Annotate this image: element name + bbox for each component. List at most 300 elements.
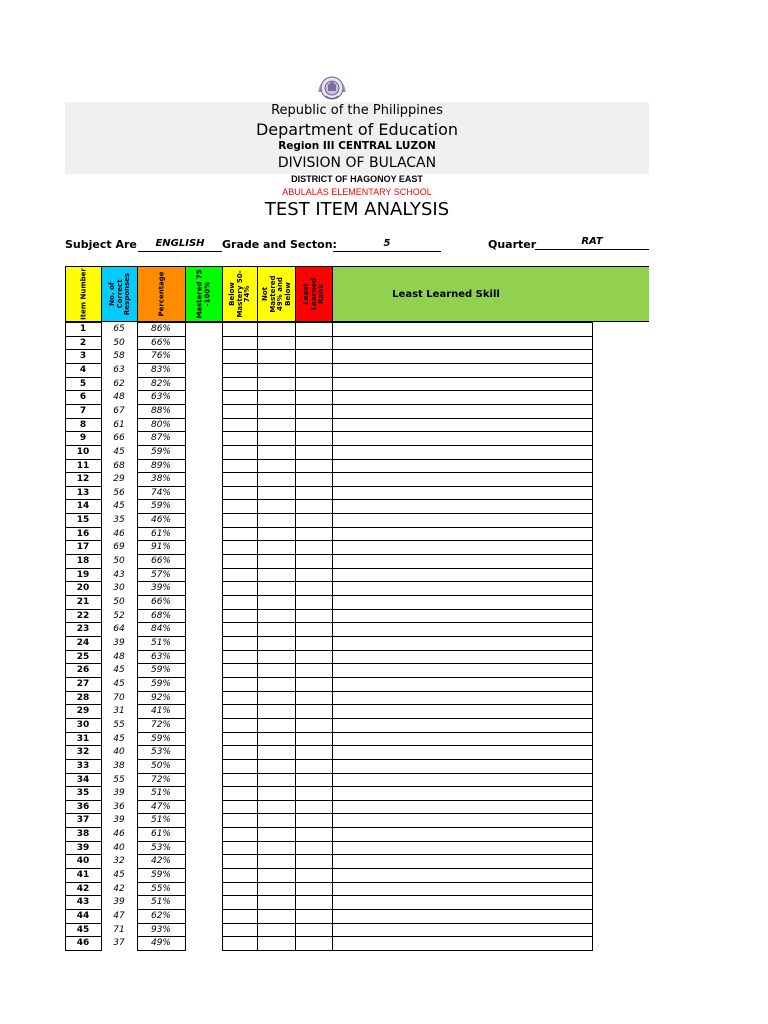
row-line-pct [137,650,185,651]
row-line-pct [137,773,185,774]
correct-responses-cell: 50 [113,597,125,608]
percentage-cell: 59% [150,870,171,881]
item-number-cell: 24 [76,638,90,648]
item-number-cell: 20 [76,583,90,594]
item-number-cell: 37 [76,815,90,826]
page-title: TEST ITEM ANALYSIS [264,199,450,220]
item-number-cell: 10 [76,446,90,457]
row-line-item [65,527,102,528]
row-line-pct [137,540,185,541]
row-line-pct [137,882,185,883]
correct-responses-cell: 46 [113,528,125,539]
col-line [257,322,258,951]
percentage-cell: 57% [150,569,171,580]
correct-responses-cell: 48 [113,392,125,403]
row-line-item [65,827,102,828]
row-line-item [65,650,102,651]
percentage-cell: 51% [150,815,171,826]
percentage-cell: 39% [150,583,171,594]
col-line [222,322,223,951]
row-line-item [65,841,102,842]
row-line-cells [222,813,592,814]
republic-line: Republic of the Philippines [271,103,443,118]
row-line-pct [137,486,185,487]
row-line-cells [222,936,592,937]
row-line-cells [222,554,592,555]
row-line-pct [137,513,185,514]
row-line-cells [222,472,592,473]
item-number-cell: 36 [76,801,90,812]
row-line-item [65,909,102,910]
row-line-pct [137,459,185,460]
percentage-cell: 74% [150,487,171,498]
row-line-pct [137,732,185,733]
header-percentage-label: Percentage [156,271,165,317]
percentage-cell: 83% [150,364,171,375]
correct-responses-cell: 64 [113,624,125,635]
item-number-cell: 30 [76,719,90,730]
correct-responses-cell: 55 [113,774,125,785]
percentage-cell: 86% [150,324,171,334]
row-line-item [65,336,102,337]
percentage-cell: 38% [150,474,171,485]
region-line: Region III CENTRAL LUZON [278,140,436,152]
correct-responses-cell: 71 [113,924,125,935]
item-number-cell: 25 [76,651,90,662]
row-line-item [65,445,102,446]
row-line-item [65,459,102,460]
row-line-pct [137,691,185,692]
header-least-learned-skill [332,266,649,322]
row-line-cells [222,841,592,842]
percentage-cell: 51% [150,897,171,908]
percentage-cell: 76% [150,351,171,362]
header-least-learned-rank-label: Least Learned Rank [301,277,325,311]
row-line-cells [222,650,592,651]
correct-responses-cell: 50 [113,556,125,567]
row-line-pct [137,704,185,705]
row-line-item [65,568,102,569]
row-line-item [65,472,102,473]
percentage-cell: 49% [150,938,171,949]
header-not-mastered [257,266,296,322]
col-line [65,322,66,951]
row-line-pct [137,581,185,582]
row-line-cells [222,704,592,705]
percentage-cell: 88% [150,405,171,416]
item-number-cell: 9 [79,433,87,444]
correct-responses-cell: 39 [113,815,125,826]
item-number-cell: 1 [79,324,87,334]
item-number-cell: 23 [76,624,90,635]
grade-value[interactable]: 5 [333,238,441,252]
correct-responses-cell: 40 [113,747,125,758]
row-line-pct [137,322,185,323]
row-line-cells [222,486,592,487]
row-line-pct [137,718,185,719]
row-line-bottom [65,950,102,951]
correct-responses-cell: 29 [113,474,125,485]
row-line-pct [137,499,185,500]
item-number-cell: 42 [76,883,90,894]
row-line-pct [137,868,185,869]
correct-responses-cell: 55 [113,719,125,730]
item-number-cell: 13 [76,487,90,498]
item-number-cell: 2 [79,337,87,348]
row-line-pct [137,622,185,623]
percentage-cell: 51% [150,638,171,648]
header-least-learned-skill-label: Least Learned Skill [392,288,500,300]
correct-responses-cell: 61 [113,419,125,430]
row-line-item [65,322,102,323]
item-number-cell: 7 [79,405,87,416]
item-number-cell: 38 [76,829,90,840]
percentage-cell: 59% [150,678,171,689]
row-line-pct [137,800,185,801]
row-line-cells [222,622,592,623]
row-line-item [65,513,102,514]
row-line-item [65,677,102,678]
correct-responses-cell: 39 [113,788,125,799]
row-line-item [65,581,102,582]
row-line-cells [222,336,592,337]
row-line-item [65,663,102,664]
percentage-cell: 61% [150,829,171,840]
district-line: DISTRICT OF HAGONOY EAST [291,174,423,184]
header-percentage [137,266,186,322]
row-line-pct [137,936,185,937]
item-number-cell: 6 [79,392,87,403]
correct-responses-cell: 31 [113,706,125,717]
item-number-cell: 33 [76,760,90,771]
correct-responses-cell: 56 [113,487,125,498]
percentage-cell: 46% [150,515,171,526]
header-not-mastered-label: Not Mastered 49% and Below [260,275,291,313]
item-number-cell: 45 [76,924,90,935]
percentage-cell: 53% [150,842,171,853]
correct-responses-cell: 67 [113,405,125,416]
row-line-pct [137,377,185,378]
row-line-cells [222,759,592,760]
row-line-item [65,349,102,350]
correct-responses-cell: 35 [113,515,125,526]
item-number-cell: 31 [76,733,90,744]
row-line-pct [137,363,185,364]
row-line-item [65,609,102,610]
item-number-cell: 39 [76,842,90,853]
percentage-cell: 72% [150,774,171,785]
correct-responses-cell: 47 [113,911,125,922]
item-number-cell: 34 [76,774,90,785]
row-line-pct [137,609,185,610]
row-line-item [65,732,102,733]
percentage-cell: 59% [150,501,171,512]
item-number-cell: 29 [76,706,90,717]
item-number-cell: 16 [76,528,90,539]
row-line-item [65,759,102,760]
item-number-cell: 3 [79,351,87,362]
percentage-cell: 91% [150,542,171,553]
row-line-cells [222,895,592,896]
row-line-pct [137,636,185,637]
row-line-cells [222,431,592,432]
item-number-cell: 5 [79,378,87,389]
item-number-cell: 17 [76,542,90,553]
row-line-pct [137,390,185,391]
percentage-cell: 68% [150,610,171,621]
item-number-cell: 8 [79,419,87,430]
deped-seal-logo [306,68,358,102]
col-line [137,322,138,951]
item-number-cell: 44 [76,911,90,922]
correct-responses-cell: 66 [113,433,125,444]
header-mastered [185,266,223,322]
header-below-mastery [222,266,258,322]
percentage-cell: 66% [150,556,171,567]
correct-responses-cell: 36 [113,801,125,812]
row-line-cells [222,786,592,787]
row-line-item [65,636,102,637]
correct-responses-cell: 62 [113,378,125,389]
correct-responses-cell: 63 [113,364,125,375]
row-line-pct [137,663,185,664]
percentage-cell: 87% [150,433,171,444]
correct-responses-cell: 39 [113,897,125,908]
item-number-cell: 19 [76,569,90,580]
percentage-cell: 50% [150,760,171,771]
row-line-pct [137,759,185,760]
row-line-cells [222,923,592,924]
correct-responses-cell: 58 [113,351,125,362]
percentage-cell: 84% [150,624,171,635]
row-line-pct [137,336,185,337]
row-line-cells [222,691,592,692]
percentage-cell: 66% [150,597,171,608]
row-line-cells [185,322,592,323]
correct-responses-cell: 48 [113,651,125,662]
item-number-cell: 32 [76,747,90,758]
row-line-item [65,882,102,883]
correct-responses-cell: 30 [113,583,125,594]
row-line-item [65,622,102,623]
col-line [295,322,296,951]
row-line-cells [222,909,592,910]
row-line-pct [137,349,185,350]
row-line-cells [222,363,592,364]
row-line-item [65,431,102,432]
row-line-cells [222,404,592,405]
row-line-item [65,718,102,719]
quarter-value[interactable]: RAT [535,236,649,250]
row-line-item [65,499,102,500]
item-number-cell: 35 [76,788,90,799]
row-line-cells [222,540,592,541]
item-number-cell: 21 [76,597,90,608]
row-line-pct [137,418,185,419]
percentage-cell: 80% [150,419,171,430]
row-line-cells [222,732,592,733]
correct-responses-cell: 38 [113,760,125,771]
row-line-cells [222,581,592,582]
col-line [101,322,102,951]
row-line-pct [137,854,185,855]
percentage-cell: 59% [150,665,171,676]
percentage-cell: 61% [150,528,171,539]
header-least-learned-rank [295,266,333,322]
row-line-pct [137,527,185,528]
row-line-pct [137,909,185,910]
correct-responses-cell: 39 [113,638,125,648]
row-line-item [65,704,102,705]
row-line-item [65,595,102,596]
row-line-cells [222,745,592,746]
item-number-cell: 18 [76,556,90,567]
col-line [592,322,593,951]
correct-responses-cell: 37 [113,938,125,949]
percentage-cell: 51% [150,788,171,799]
row-line-cells [222,868,592,869]
percentage-cell: 55% [150,883,171,894]
row-line-item [65,800,102,801]
header-item-number-label: Item Number [78,268,87,320]
row-line-pct [137,827,185,828]
division-line: DIVISION OF BULACAN [277,155,437,171]
col-line [332,322,333,951]
item-number-cell: 4 [79,364,87,375]
item-number-cell: 26 [76,665,90,676]
grade-label: Grade and Secton: [222,238,337,251]
row-line-item [65,868,102,869]
row-line-cells [222,636,592,637]
row-line-cells [222,499,592,500]
row-line-cells [222,445,592,446]
row-line-pct [137,677,185,678]
row-line-item [65,390,102,391]
item-number-cell: 28 [76,692,90,703]
row-line-pct [137,568,185,569]
correct-responses-cell: 42 [113,883,125,894]
item-number-cell: 43 [76,897,90,908]
department-line: Department of Education [255,120,459,139]
row-line-pct [137,431,185,432]
header-mastered-label: Mastered 75 -100% [195,269,211,319]
row-line-bottom [222,950,592,951]
header-correct-responses [101,266,138,322]
row-line-item [65,854,102,855]
header-item-number [65,266,102,322]
row-line-item [65,554,102,555]
percentage-cell: 63% [150,651,171,662]
row-line-cells [222,609,592,610]
correct-responses-cell: 45 [113,733,125,744]
row-line-item [65,540,102,541]
col-line [185,322,186,951]
correct-responses-cell: 70 [113,692,125,703]
item-number-cell: 22 [76,610,90,621]
subject-value[interactable]: ENGLISH [138,238,222,252]
row-line-cells [222,718,592,719]
correct-responses-cell: 40 [113,842,125,853]
row-line-item [65,813,102,814]
item-number-cell: 27 [76,678,90,689]
percentage-cell: 42% [150,856,171,867]
correct-responses-cell: 45 [113,446,125,457]
row-line-item [65,923,102,924]
school-line: ABULALAS ELEMENTARY SCHOOL [282,187,432,197]
item-number-cell: 46 [76,938,90,949]
row-line-pct [137,745,185,746]
percentage-cell: 82% [150,378,171,389]
item-number-cell: 15 [76,515,90,526]
row-line-item [65,363,102,364]
correct-responses-cell: 65 [113,324,125,334]
item-number-cell: 40 [76,856,90,867]
correct-responses-cell: 45 [113,665,125,676]
quarter-label: Quarter [488,238,537,251]
correct-responses-cell: 45 [113,678,125,689]
item-number-cell: 11 [76,460,90,471]
item-number-cell: 12 [76,474,90,485]
row-line-cells [222,800,592,801]
correct-responses-cell: 45 [113,870,125,881]
row-line-cells [222,459,592,460]
row-line-pct [137,554,185,555]
row-line-item [65,895,102,896]
row-line-item [65,404,102,405]
percentage-cell: 47% [150,801,171,812]
row-line-pct [137,841,185,842]
header-correct-responses-label: No. of Correct Responses [107,272,131,316]
correct-responses-cell: 69 [113,542,125,553]
correct-responses-cell: 52 [113,610,125,621]
row-line-pct [137,895,185,896]
row-line-cells [222,390,592,391]
row-line-item [65,786,102,787]
row-line-item [65,745,102,746]
row-line-cells [222,854,592,855]
row-line-pct [137,923,185,924]
percentage-cell: 59% [150,446,171,457]
row-line-pct [137,786,185,787]
percentage-cell: 59% [150,733,171,744]
percentage-cell: 41% [150,706,171,717]
row-line-pct [137,445,185,446]
row-line-item [65,377,102,378]
correct-responses-cell: 50 [113,337,125,348]
row-line-bottom [137,950,185,951]
row-line-cells [222,513,592,514]
row-line-item [65,773,102,774]
row-line-pct [137,595,185,596]
subject-label: Subject Are [65,238,137,251]
row-line-item [65,691,102,692]
percentage-cell: 93% [150,924,171,935]
header-below-mastery-label: Below Mastery 50-74% [227,270,251,318]
percentage-cell: 92% [150,692,171,703]
row-line-item [65,418,102,419]
correct-responses-cell: 32 [113,856,125,867]
row-line-item [65,486,102,487]
row-line-item [65,936,102,937]
correct-responses-cell: 46 [113,829,125,840]
correct-responses-cell: 45 [113,501,125,512]
percentage-cell: 66% [150,337,171,348]
row-line-cells [222,773,592,774]
row-line-cells [222,827,592,828]
correct-responses-cell: 43 [113,569,125,580]
row-line-cells [222,527,592,528]
item-number-cell: 14 [76,501,90,512]
